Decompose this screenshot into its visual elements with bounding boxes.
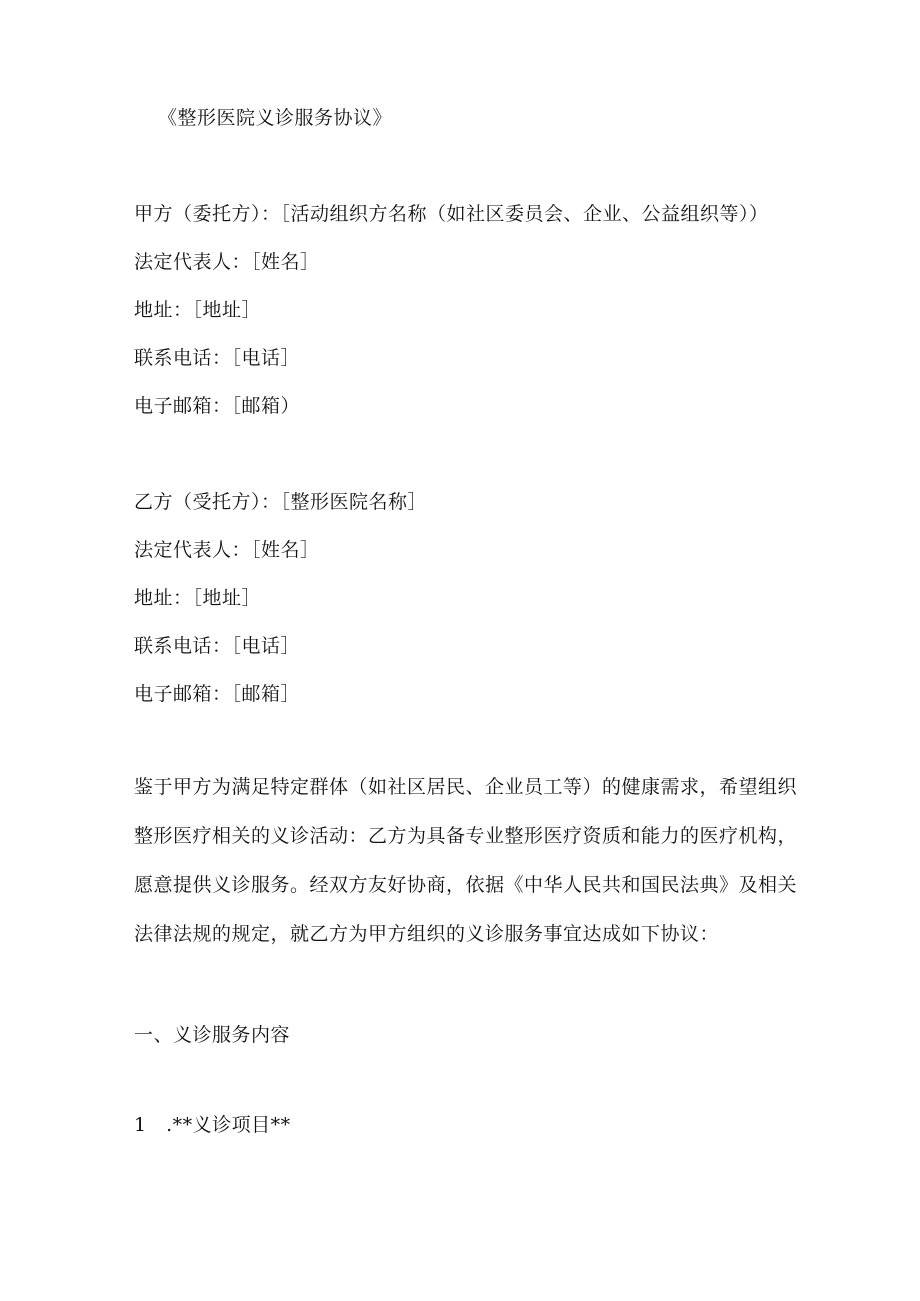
preamble-line: 整形医疗相关的义诊活动：乙方为具备专业整形医疗资质和能力的医疗机构， [134, 825, 798, 847]
document-title: 《整形医院义诊服务协议》 [158, 107, 393, 129]
preamble-line: 鉴于甲方为满足特定群体（如社区居民、企业员工等）的健康需求，希望组织 [134, 776, 798, 798]
preamble-line: 法律法规的规定，就乙方为甲方组织的义诊服务事宜达成如下协议： [134, 923, 720, 945]
preamble-line: 愿意提供义诊服务。经双方友好协商，依据《中华人民共和国民法典》及相关 [134, 874, 798, 896]
section-heading: 一、义诊服务内容 [134, 1024, 291, 1046]
party-a-phone: 联系电话：［电话］ [134, 347, 301, 369]
party-a-address: 地址：［地址］ [134, 299, 262, 321]
list-item-heading: 1 .**义诊项目** [134, 1114, 291, 1136]
party-b-phone: 联系电话：［电话］ [134, 635, 301, 657]
party-b-address: 地址：［地址］ [134, 587, 262, 609]
party-a-header: 甲方（委托方）：［活动组织方名称（如社区委员会、企业、公益组织等）） [134, 203, 769, 225]
party-b-legal-rep: 法定代表人：［姓名］ [134, 539, 320, 561]
party-b-email: 电子邮箱：［邮箱］ [134, 683, 301, 705]
party-a-email: 电子邮箱：［邮箱） [134, 395, 301, 417]
party-a-legal-rep: 法定代表人：［姓名］ [134, 251, 320, 273]
party-b-header: 乙方（受托方）：［整形医院名称］ [134, 491, 428, 513]
